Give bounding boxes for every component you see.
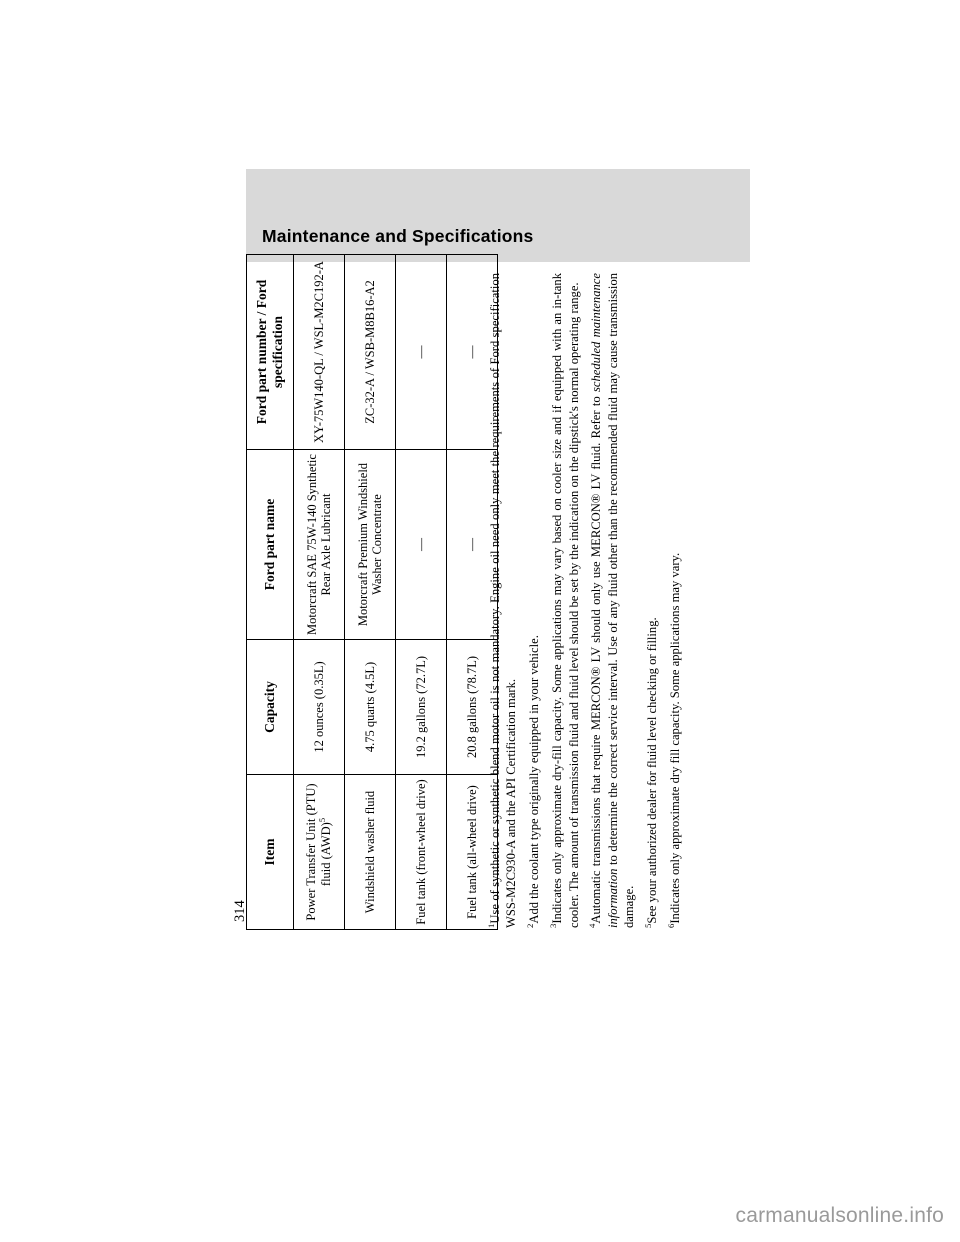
table-header-row [247,255,294,930]
footnote-4-marker: 4 [587,923,598,928]
cell-part-number: XY-75W140-QL / WSL-M2C192-A [294,255,345,450]
footnote-5 [643,273,661,928]
footnote-4-text-b: to determine the correct service interval. Use of any fluid other than the recommended fluid may cause transmission damage. [605,273,636,928]
cell-part-name: — [447,450,498,640]
cell-part-name: Motorcraft SAE 75W-140 Synthetic Rear Axle Lubricant [294,450,345,640]
cell-item-superscript: 5 [317,817,328,823]
footnote-3-marker: 3 [548,923,559,928]
footnote-1-text: Use of synthetic or synthetic blend motor oil is not mandatory. Engine oil need only meet the requirements of Ford specification WSS-M2C930-A and the API Certification mark. [488,273,519,928]
footnote-6-text: Indicates only approximate dry fill capacity. Some applications may vary. [667,552,682,924]
cell-item-text: Power Transfer Unit (PTU) fluid (AWD) [304,783,334,921]
cell-item [294,775,345,930]
footnote-6 [666,273,684,928]
footnotes-block [486,273,708,928]
footnote-4 [587,273,637,928]
column-header-capacity: Capacity [247,640,294,775]
cell-capacity: 20.8 gallons (78.7L) [447,640,498,775]
footnote-2 [525,273,543,928]
table-row [345,255,396,930]
page-number: 314 [232,900,248,922]
table-row [294,255,345,930]
footnote-5-marker: 5 [642,923,653,928]
specifications-table [246,254,498,930]
footnote-3 [548,273,582,928]
cell-part-number: — [396,255,447,450]
page-title: Maintenance and Specifications [262,226,534,246]
footnote-1-marker: 1 [486,923,496,928]
cell-part-name: Motorcraft Premium Windshield Washer Concentrate [345,450,396,640]
specifications-table-container [246,261,479,930]
footnote-4-italic: scheduled maintenance information [589,273,620,928]
watermark: carmanualsonline.info [735,1204,944,1227]
cell-item: Windshield washer fluid [345,775,396,930]
cell-capacity: 4.75 quarts (4.5L) [345,640,396,775]
footnote-5-text: See your authorized dealer for fluid level checking or filling. [644,617,659,924]
column-header-item: Item [247,775,294,930]
column-header-part-number: Ford part number / Ford specification [247,255,294,450]
footnote-1 [486,273,520,928]
cell-capacity: 12 ounces (0.35L) [294,640,345,775]
cell-item: Fuel tank (front-wheel drive) [396,775,447,930]
cell-item: Fuel tank (all-wheel drive) [447,775,498,930]
footnote-2-marker: 2 [525,923,536,928]
footnote-4-text-a: Automatic transmissions that require MERCON® LV should only use MERCON® LV fluid. Refer to [589,392,604,924]
cell-part-name: — [396,450,447,640]
footnote-2-text: Add the coolant type originally equipped in your vehicle. [527,635,542,924]
table-row [396,255,447,930]
cell-part-number: ZC-32-A / WSB-M8B16-A2 [345,255,396,450]
column-header-part-name: Ford part name [247,450,294,640]
footnote-6-marker: 6 [665,923,676,928]
cell-capacity: 19.2 gallons (72.7L) [396,640,447,775]
footnote-3-text: Indicates only approximate dry-fill capacity. Some applications may vary based on cooler size and if equipped with an in-tank cooler. The amount of transmission fluid and fluid level should be set by the indication on the dipstick's normal operating range. [550,273,581,928]
cell-part-number: — [447,255,498,450]
